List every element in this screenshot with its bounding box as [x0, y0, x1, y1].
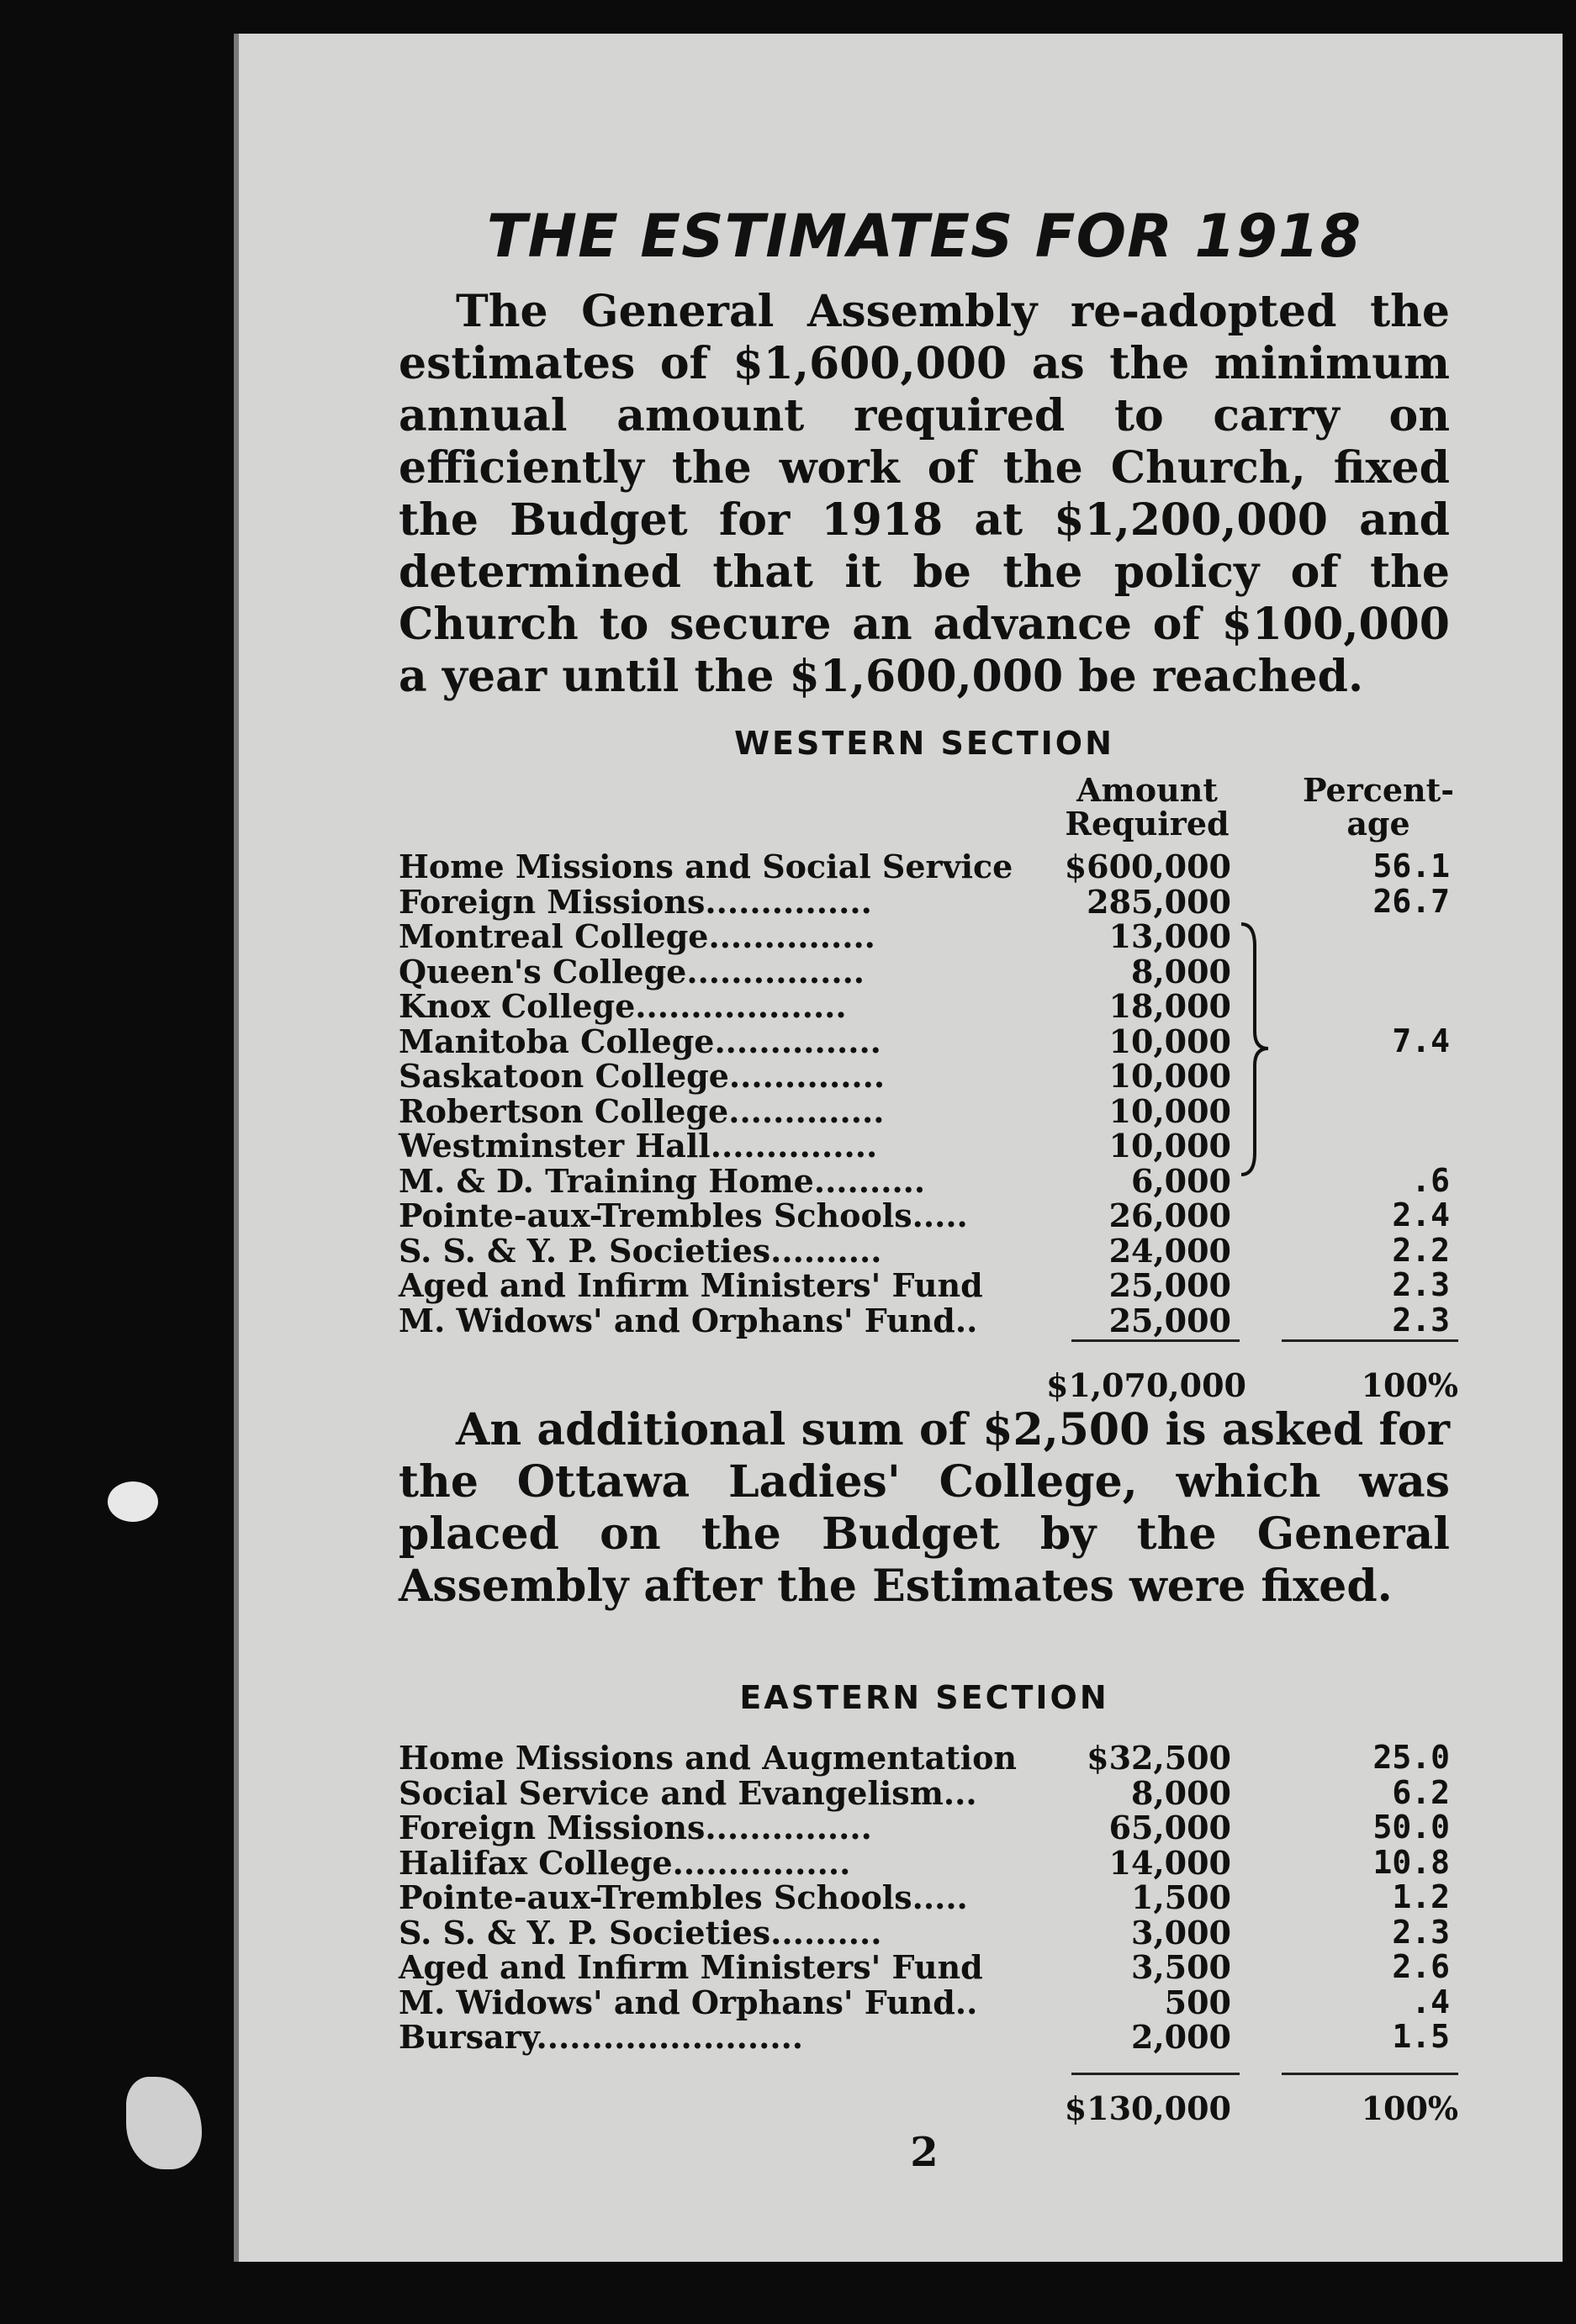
eastern-table-row — [399, 1810, 1450, 1846]
western-row-name: M. Widows' and Orphans' Fund.. — [399, 1301, 978, 1339]
eastern-row-name: M. Widows' and Orphans' Fund.. — [399, 1983, 978, 2021]
western-row-name: Montreal College............... — [399, 917, 875, 955]
western-table-row — [399, 919, 1450, 954]
eastern-row-name: Bursary........................ — [399, 2018, 804, 2056]
western-row-name: Saskatoon College.............. — [399, 1057, 886, 1095]
western-row-amount: 285,000 — [1087, 882, 1231, 921]
western-row-name: Aged and Infirm Ministers' Fund — [399, 1266, 983, 1304]
eastern-table-row — [399, 1740, 1450, 1776]
western-table-row — [399, 1268, 1450, 1303]
eastern-total-amount: $130,000 — [1064, 2089, 1231, 2127]
western-amount-total-rule — [1071, 1339, 1240, 1342]
western-row-amount: 10,000 — [1108, 1057, 1231, 1095]
eastern-table-row — [399, 1880, 1450, 1915]
eastern-row-name: Pointe-aux-Trembles Schools..... — [399, 1878, 968, 1916]
eastern-row-name: Home Missions and Augmentation — [399, 1739, 1018, 1777]
eastern-row-amount: 65,000 — [1108, 1809, 1231, 1846]
page-title: THE ESTIMATES FOR 1918 — [486, 202, 1362, 271]
western-table-row — [399, 882, 1450, 921]
eastern-table-row — [399, 1915, 1450, 1951]
western-row-name: M. & D. Training Home.......... — [399, 1161, 926, 1200]
eastern-row-amount: 8,000 — [1131, 1773, 1231, 1812]
eastern-row-percent: 1.2 — [1392, 1878, 1450, 1915]
western-row-name: Queen's College................ — [399, 952, 865, 990]
western-table-row — [399, 989, 1450, 1024]
western-row-percent: .6 — [1411, 1161, 1450, 1199]
percent-header-line2: age — [1346, 805, 1410, 842]
western-total-amount: $1,070,000 — [1046, 1366, 1246, 1404]
western-row-amount: 25,000 — [1108, 1301, 1231, 1339]
western-amount-column-header — [1055, 771, 1240, 842]
western-table-row — [399, 1059, 1450, 1094]
western-row-name: Knox College................... — [399, 987, 847, 1025]
page-number: 2 — [910, 2129, 939, 2176]
western-row-amount: $600,000 — [1064, 848, 1231, 885]
eastern-row-percent: 1.5 — [1392, 2018, 1450, 2055]
ottawa-college-paragraph: An additional sum of $2,500 is asked for the Ottawa Ladies' College, which was placed on the Budget by the General Assembly after the Estimates were fixed. — [399, 1404, 1450, 1612]
eastern-row-percent: 25.0 — [1372, 1739, 1450, 1776]
western-row-amount: 10,000 — [1108, 1127, 1231, 1165]
western-table-row — [399, 1128, 1450, 1164]
western-section-heading: WESTERN SECTION — [734, 725, 1114, 762]
eastern-row-amount: $32,500 — [1087, 1739, 1231, 1777]
amount-header-line1: Amount — [1076, 771, 1218, 809]
western-total-percent: 100% — [1361, 1366, 1458, 1404]
western-row-name: Manitoba College............... — [399, 1022, 881, 1060]
western-table-row — [399, 1198, 1450, 1233]
scan-smudge — [126, 2077, 202, 2169]
western-row-percent: 26.7 — [1372, 882, 1450, 920]
eastern-estimates-table — [399, 1740, 1450, 2055]
western-table-row — [399, 954, 1450, 990]
eastern-row-amount: 1,500 — [1131, 1878, 1231, 1916]
colleges-brace — [1240, 921, 1273, 1177]
western-row-amount: 24,000 — [1108, 1231, 1231, 1270]
western-row-amount: 6,000 — [1131, 1161, 1231, 1200]
eastern-row-percent: 50.0 — [1372, 1809, 1450, 1846]
eastern-row-percent: 10.8 — [1372, 1843, 1450, 1881]
western-table-row — [399, 1233, 1450, 1269]
eastern-table-row — [399, 2020, 1450, 2055]
eastern-table-row — [399, 1985, 1450, 2020]
western-row-amount: 8,000 — [1131, 952, 1231, 990]
western-estimates-table — [399, 849, 1450, 1338]
amount-header-line2: Required — [1065, 805, 1230, 842]
eastern-amount-total-rule — [1071, 2073, 1240, 2075]
eastern-row-amount: 2,000 — [1131, 2018, 1231, 2056]
western-table-row — [399, 1024, 1450, 1059]
eastern-row-name: Halifax College................ — [399, 1843, 851, 1882]
western-row-percent: 2.4 — [1392, 1196, 1450, 1233]
western-row-amount: 13,000 — [1108, 917, 1231, 955]
eastern-row-amount: 500 — [1164, 1983, 1231, 2021]
eastern-row-percent: .4 — [1411, 1983, 1450, 2020]
western-row-percent: 2.3 — [1392, 1266, 1450, 1303]
eastern-table-row — [399, 1773, 1450, 1812]
eastern-row-amount: 3,000 — [1131, 1913, 1231, 1952]
western-row-amount: 18,000 — [1108, 987, 1231, 1025]
western-row-amount: 25,000 — [1108, 1266, 1231, 1304]
western-row-name: Home Missions and Social Service — [399, 848, 1013, 885]
western-percent-column-header — [1290, 771, 1467, 842]
western-table-row — [399, 1091, 1450, 1130]
western-table-row — [399, 1303, 1450, 1339]
scan-speck — [108, 1482, 158, 1522]
percent-header-line1: Percent- — [1302, 771, 1455, 809]
western-row-amount: 10,000 — [1108, 1091, 1231, 1130]
intro-paragraph: The General Assembly re-adopted the estimates of $1,600,000 as the minimum annual amount required to carry on efficiently the work of the Church, fixed the Budget for 1918 at $1,200,000 and determined that it be the policy of the Church to secure an advance of $100,000 a year until the $1,600,000 be reached. — [399, 286, 1450, 702]
western-row-name: Westminster Hall............... — [399, 1127, 878, 1165]
western-row-percent: 56.1 — [1372, 848, 1450, 885]
western-table-row — [399, 849, 1450, 885]
western-row-amount: 26,000 — [1108, 1196, 1231, 1234]
western-row-percent: 2.3 — [1392, 1301, 1450, 1339]
eastern-row-percent: 2.6 — [1392, 1948, 1450, 1985]
eastern-row-percent: 6.2 — [1392, 1773, 1450, 1811]
eastern-row-name: Aged and Infirm Ministers' Fund — [399, 1948, 983, 1986]
eastern-total-percent: 100% — [1361, 2089, 1458, 2127]
eastern-row-amount: 3,500 — [1131, 1948, 1231, 1986]
eastern-table-row — [399, 1843, 1450, 1882]
western-table-row — [399, 1161, 1450, 1200]
eastern-section-heading: EASTERN SECTION — [739, 1679, 1109, 1716]
western-row-percent: 7.4 — [1392, 1022, 1450, 1059]
page-paper — [234, 34, 1563, 2262]
western-row-percent: 2.2 — [1392, 1231, 1450, 1269]
eastern-row-amount: 14,000 — [1108, 1843, 1231, 1882]
western-row-name: Foreign Missions............... — [399, 882, 872, 921]
eastern-row-name: S. S. & Y. P. Societies.......... — [399, 1913, 882, 1952]
western-row-amount: 10,000 — [1108, 1022, 1231, 1060]
western-percent-total-rule — [1282, 1339, 1458, 1342]
western-row-name: S. S. & Y. P. Societies.......... — [399, 1231, 882, 1270]
western-row-name: Pointe-aux-Trembles Schools..... — [399, 1196, 968, 1234]
western-row-name: Robertson College.............. — [399, 1091, 885, 1130]
eastern-row-name: Social Service and Evangelism... — [399, 1773, 977, 1812]
eastern-percent-total-rule — [1282, 2073, 1458, 2075]
eastern-row-name: Foreign Missions............... — [399, 1809, 872, 1846]
eastern-table-row — [399, 1950, 1450, 1985]
eastern-row-percent: 2.3 — [1392, 1913, 1450, 1951]
